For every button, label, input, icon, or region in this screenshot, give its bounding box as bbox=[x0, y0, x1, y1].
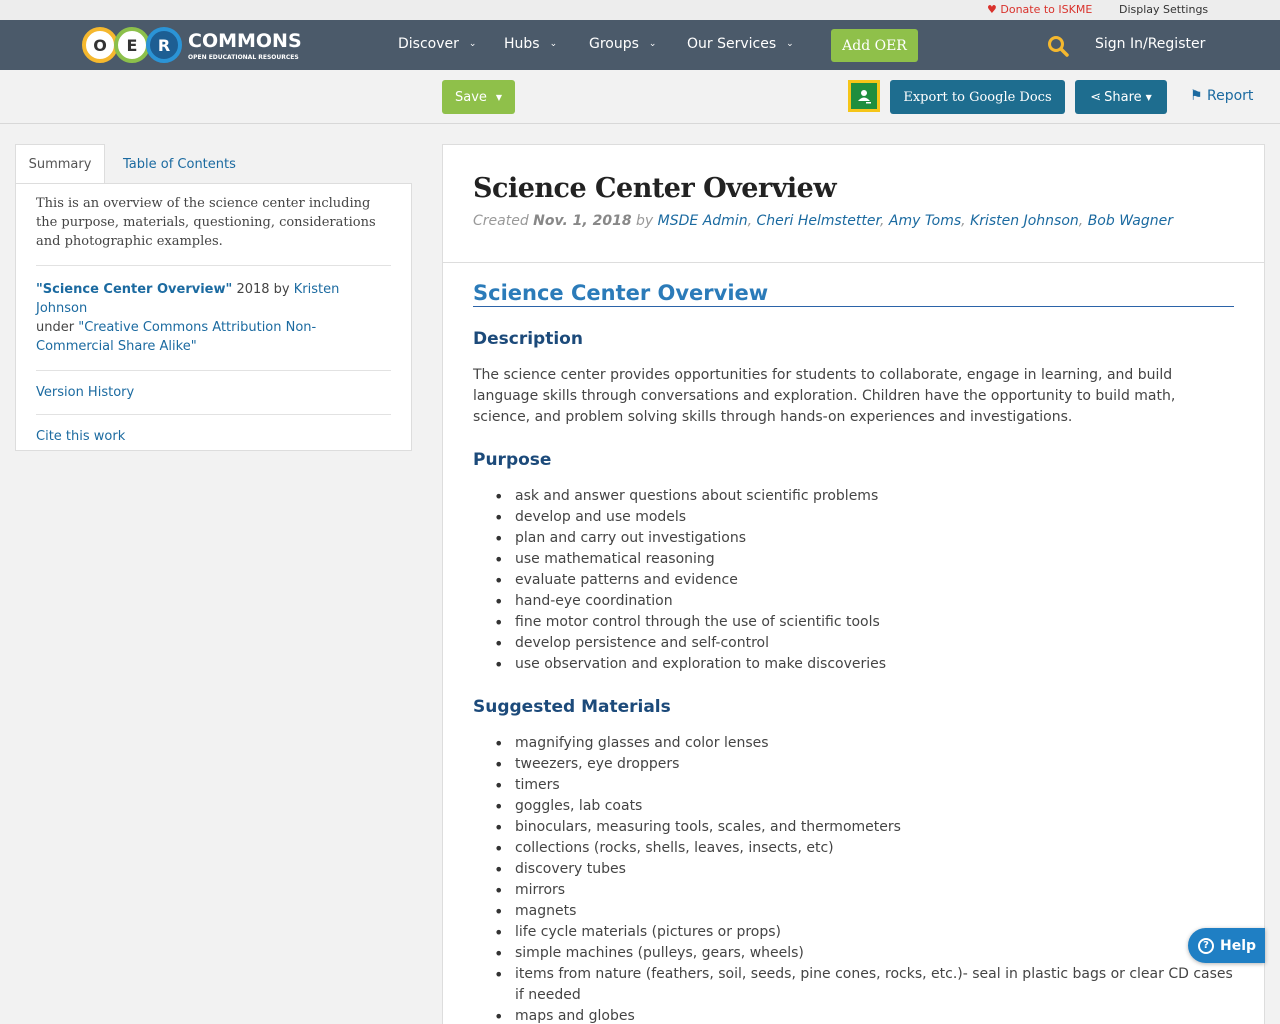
author-link[interactable]: Amy Toms bbox=[888, 213, 962, 229]
description-text: The science center provides opportunities for students to collaborate, engage in learning, and build language skills through conversations and exploration. Children have the opportunity to build math, science, and problem solving skills through hands-on experiences and investigations. bbox=[473, 367, 1176, 425]
nav-groups[interactable] bbox=[589, 36, 656, 52]
logo-name: COMMONS bbox=[188, 29, 302, 52]
list-item: • use observation and exploration to make discoveries bbox=[494, 654, 1234, 675]
list-item: • collections (rocks, shells, leaves, insects, etc) bbox=[494, 838, 1234, 859]
chevron-down-icon: ⌄ bbox=[786, 39, 794, 49]
help-button[interactable] bbox=[1188, 928, 1265, 963]
version-history-link[interactable]: Version History bbox=[36, 385, 135, 400]
resource-main bbox=[442, 144, 1265, 1024]
purpose-list bbox=[473, 486, 1234, 675]
attribution-title-link[interactable]: "Science Center Overview" bbox=[36, 282, 233, 297]
report-label: Report bbox=[1207, 88, 1254, 104]
attribution bbox=[36, 280, 391, 356]
list-item: • ask and answer questions about scientific problems bbox=[494, 486, 1234, 507]
nav-our-services[interactable] bbox=[687, 36, 794, 52]
oer-commons-logo[interactable] bbox=[82, 25, 302, 65]
share-button[interactable] bbox=[1075, 80, 1167, 114]
list-item: • use mathematical reasoning bbox=[494, 549, 1234, 570]
classroom-person-icon bbox=[855, 87, 873, 105]
save-label: Save bbox=[455, 89, 487, 105]
list-item: • develop and use models bbox=[494, 507, 1234, 528]
nav-discover-label: Discover bbox=[398, 36, 459, 52]
logo-letter-e: E bbox=[114, 27, 150, 63]
nav-our-services-label: Our Services bbox=[687, 36, 777, 52]
author-link[interactable]: Kristen Johnson bbox=[970, 213, 1079, 229]
attribution-author-link[interactable]: Kristen Johnson bbox=[36, 282, 340, 316]
purpose-heading: Purpose bbox=[473, 450, 552, 470]
divider bbox=[36, 265, 391, 266]
nav-discover[interactable] bbox=[398, 36, 476, 52]
logo-wordmark bbox=[188, 30, 302, 61]
utility-bar bbox=[0, 0, 1280, 20]
question-icon: ? bbox=[1198, 938, 1214, 954]
created-meta: Created Nov. 1, 2018 by MSDE Admin, Cheri Helmstetter, Amy Toms, Kristen Johnson, Bob Wagner bbox=[473, 213, 1173, 229]
share-label: Share bbox=[1104, 89, 1142, 105]
list-item: • mirrors bbox=[494, 880, 1234, 901]
nav-hubs-label: Hubs bbox=[504, 36, 540, 52]
export-google-docs-button[interactable]: Export to Google Docs bbox=[890, 80, 1065, 114]
attribution-under: under bbox=[36, 320, 75, 335]
resource-toolbar bbox=[0, 70, 1280, 124]
author-link[interactable]: Bob Wagner bbox=[1087, 213, 1173, 229]
add-oer-button[interactable]: Add OER bbox=[831, 29, 918, 62]
tab-summary[interactable]: Summary bbox=[15, 144, 105, 184]
list-item: • items from nature (feathers, soil, seeds, pine cones, rocks, etc.)- seal in plastic bags or clear CD cases if needed bbox=[494, 964, 1234, 1006]
chevron-down-icon: ⌄ bbox=[648, 39, 657, 49]
title-block bbox=[443, 145, 1264, 263]
chevron-down-icon: ⌄ bbox=[468, 39, 477, 49]
logo-letter-r: R bbox=[146, 27, 182, 63]
list-item: • simple machines (pulleys, gears, wheels) bbox=[494, 943, 1234, 964]
donate-label: Donate to ISKME bbox=[1000, 3, 1093, 16]
created-by: by bbox=[636, 213, 654, 229]
list-item: • evaluate patterns and evidence bbox=[494, 570, 1234, 591]
caret-down-icon: ▼ bbox=[1145, 92, 1152, 102]
list-item: • plan and carry out investigations bbox=[494, 528, 1234, 549]
list-item: • develop persistence and self-control bbox=[494, 633, 1234, 654]
google-classroom-icon[interactable] bbox=[848, 80, 880, 112]
flag-icon: ⚑ bbox=[1190, 88, 1203, 104]
logo-tagline: OPEN EDUCATIONAL RESOURCES bbox=[188, 53, 299, 61]
sign-in-link[interactable]: Sign In/Register bbox=[1095, 36, 1206, 52]
nav-groups-label: Groups bbox=[589, 36, 639, 52]
donate-link[interactable] bbox=[987, 3, 1092, 16]
page-title: Science Center Overview bbox=[473, 173, 837, 204]
created-label: Created bbox=[473, 213, 529, 229]
author-link[interactable]: MSDE Admin bbox=[657, 213, 748, 229]
sidebar-tabs bbox=[15, 144, 412, 184]
display-settings-link[interactable]: Display Settings bbox=[1119, 3, 1209, 16]
list-item: • binoculars, measuring tools, scales, and thermometers bbox=[494, 817, 1234, 838]
attribution-year: 2018 bbox=[236, 282, 270, 297]
caret-down-icon: ▼ bbox=[495, 92, 503, 102]
created-date: Nov. 1, 2018 bbox=[533, 213, 632, 229]
list-item: • tweezers, eye droppers bbox=[494, 754, 1234, 775]
divider bbox=[36, 414, 391, 415]
heart-icon: ♥ bbox=[987, 3, 997, 16]
license-link[interactable]: "Creative Commons Attribution Non-Commercial Share Alike" bbox=[36, 320, 317, 354]
list-item: • maps and globes bbox=[494, 1006, 1234, 1024]
divider bbox=[36, 370, 391, 371]
author-link[interactable]: Cheri Helmstetter bbox=[756, 213, 880, 229]
nav-hubs[interactable] bbox=[504, 36, 557, 52]
list-item: • discovery tubes bbox=[494, 859, 1234, 880]
list-item: • goggles, lab coats bbox=[494, 796, 1234, 817]
materials-heading: Suggested Materials bbox=[473, 697, 671, 717]
share-icon: ⋖ bbox=[1090, 89, 1102, 105]
materials-list bbox=[473, 733, 1234, 1024]
attribution-by: by bbox=[273, 282, 290, 297]
list-item: • timers bbox=[494, 775, 1234, 796]
help-label: Help bbox=[1220, 937, 1257, 954]
cite-this-work-link[interactable]: Cite this work bbox=[36, 429, 126, 444]
resource-content bbox=[443, 263, 1264, 1024]
summary-panel bbox=[15, 183, 412, 451]
list-item: • life cycle materials (pictures or props) bbox=[494, 922, 1234, 943]
save-button[interactable] bbox=[442, 80, 515, 114]
report-link[interactable] bbox=[1190, 88, 1253, 104]
tab-table-of-contents[interactable]: Table of Contents bbox=[123, 156, 236, 172]
logo-letter-o: O bbox=[82, 27, 118, 63]
description-heading: Description bbox=[473, 329, 583, 349]
chevron-down-icon: ⌄ bbox=[549, 39, 558, 49]
list-item: • magnets bbox=[494, 901, 1234, 922]
search-icon[interactable] bbox=[1047, 35, 1069, 57]
list-item: • hand-eye coordination bbox=[494, 591, 1234, 612]
summary-description: This is an overview of the science center including the purpose, materials, questioning, considerations and photographic examples. bbox=[36, 196, 376, 249]
list-item: • fine motor control through the use of scientific tools bbox=[494, 612, 1234, 633]
main-nav bbox=[0, 20, 1280, 70]
section-heading: Science Center Overview bbox=[473, 281, 1234, 307]
list-item: • magnifying glasses and color lenses bbox=[494, 733, 1234, 754]
